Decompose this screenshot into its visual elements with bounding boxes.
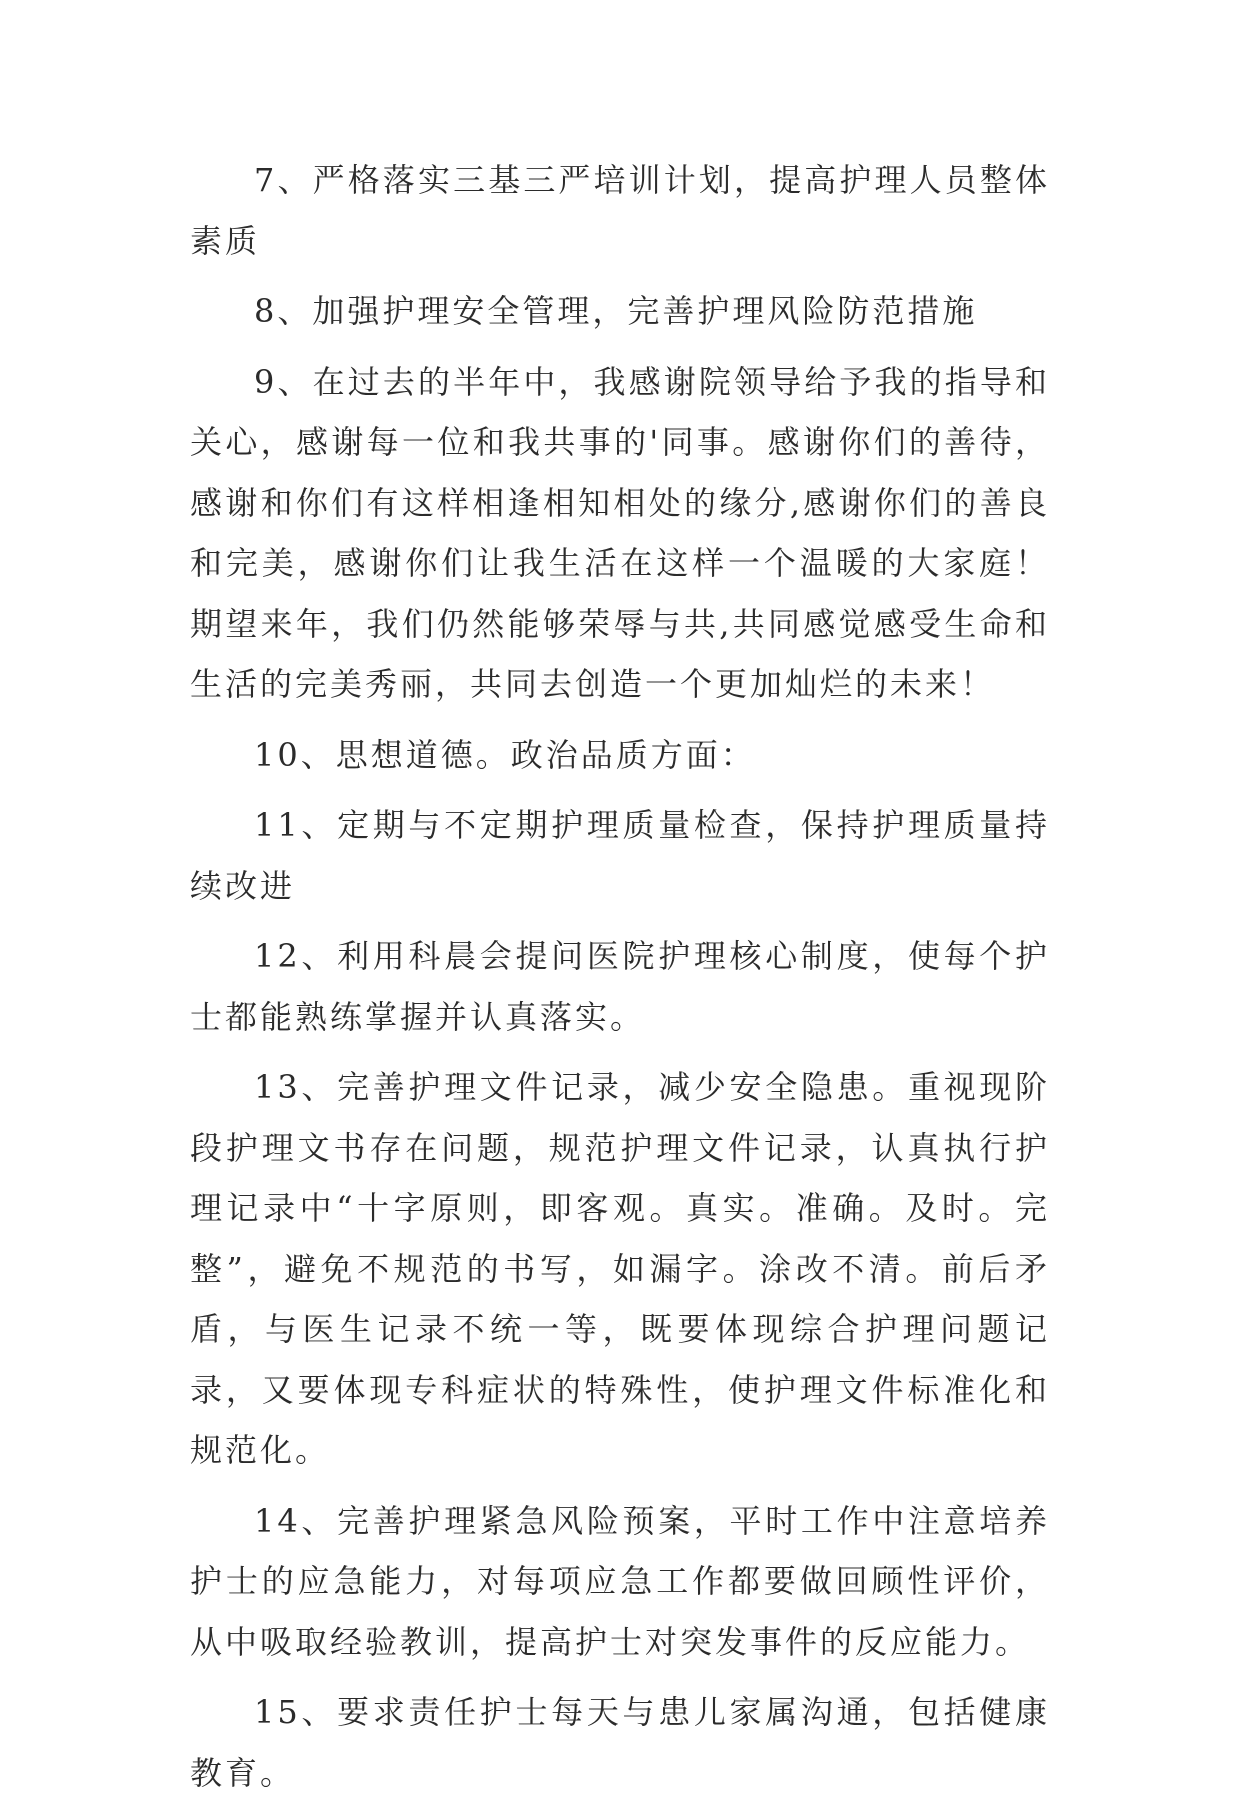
document-body bbox=[190, 150, 1050, 1813]
paragraph-13: 13、完善护理文件记录，减少安全隐患。重视现阶段护理文书存在问题，规范护理文件记录，认真执行护理记录中“十字原则，即客观。真实。准确。及时。完整”，避免不规范的书写，如漏字。涂改不清。前后矛盾，与医生记录不统一等，既要体现综合护理问题记录，又要体现专科症状的特殊性，使护理文件标准化和规范化。 bbox=[190, 1068, 1050, 1469]
paragraph-10: 10、思想道德。政治品质方面： bbox=[254, 735, 756, 774]
paragraph-8: 8、加强护理安全管理，完善护理风险防范措施 bbox=[254, 292, 978, 330]
paragraph-9: 9、在过去的半年中，我感谢院领导给予我的指导和关心，感谢每一位和我共事的'同事。感谢你们的善待，感谢和你们有这样相逢相知相处的缘分,感谢你们的善良和完美，感谢你们让我生活在这样一个温暖的大家庭！期望来年，我们仍然能够荣辱与共,共同感觉感受生命和生活的完美秀丽，共同去创造一个更加灿烂的未来！ bbox=[190, 362, 1050, 703]
paragraph-7: 7、严格落实三基三严培训计划，提高护理人员整体素质 bbox=[190, 161, 1050, 260]
paragraph-15: 15、要求责任护士每天与患儿家属沟通，包括健康教育。 bbox=[190, 1693, 1050, 1792]
paragraph-12: 12、利用科晨会提问医院护理核心制度，使每个护士都能熟练掌握并认真落实。 bbox=[190, 937, 1050, 1036]
paragraph-11: 11、定期与不定期护理质量检查，保持护理质量持续改进 bbox=[190, 806, 1050, 905]
paragraph-14: 14、完善护理紧急风险预案，平时工作中注意培养护士的应急能力，对每项应急工作都要做回顾性评价，从中吸取经验教训，提高护士对突发事件的反应能力。 bbox=[190, 1501, 1050, 1661]
